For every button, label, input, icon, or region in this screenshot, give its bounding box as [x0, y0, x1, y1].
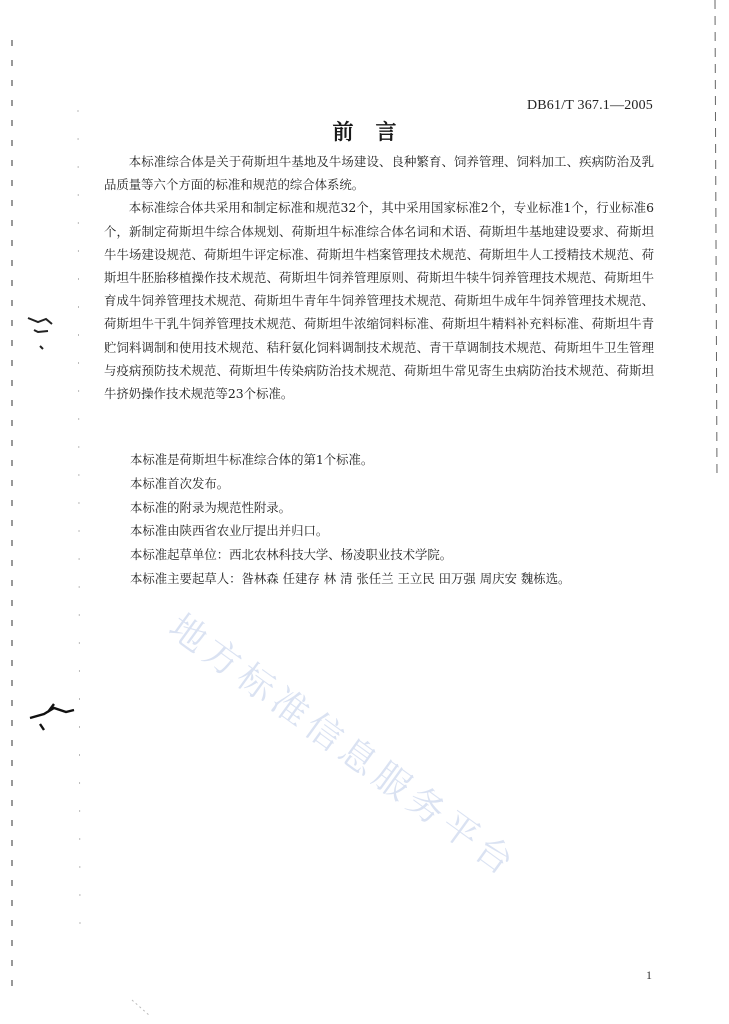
statement-item: 本标准起草单位：西北农林科技大学、杨凌职业技术学院。 [130, 547, 453, 563]
binding-dots [78, 110, 80, 930]
paragraph-scope: 本标准综合体是关于荷斯坦牛基地及牛场建设、良种繁育、饲养管理、饲料加工、疾病防治及乳品质量等六个方面的标准和规范的综合体系统。 [104, 154, 654, 193]
left-smudge-top [28, 318, 52, 349]
statement-list [130, 448, 570, 591]
statement-item: 本标准主要起草人：昝林森 任建存 林 清 张任兰 王立民 田万强 周庆安 魏栋选。 [130, 570, 571, 586]
foreword-body [104, 150, 654, 405]
page-title [0, 116, 729, 146]
statement-item: 本标准的附录为规范性附录。 [130, 499, 292, 515]
title-char-1: 前 [332, 119, 354, 144]
paragraph-composition: 本标准综合体共采用和制定标准和规范32个，其中采用国家标准2个，专业标准1个，行业标准6个，新制定荷斯坦牛综合体规划、荷斯坦牛标准综合体名词和术语、荷斯坦牛基地建设要求、荷斯坦牛牛场建设规范、荷斯坦牛评定标准、荷斯坦牛档案管理技术规范、荷斯坦牛人工授精技术规范、荷斯坦牛胚胎移植操作技术规范、荷斯坦牛饲养管理原则、荷斯坦牛犊牛饲养管理技术规范、荷斯坦牛育成牛饲养管理技术规范、荷斯坦牛青年牛饲养管理技术规范、荷斯坦牛成年牛饲养管理技术规范、荷斯坦牛干乳牛饲养管理技术规范、荷斯坦牛浓缩饲料标准、荷斯坦牛精料补充料标准、荷斯坦牛青贮饲料调制和使用技术规范、秸秆氨化饲料调制技术规范、青干草调制技术规范、荷斯坦牛卫生管理与疫病预防技术规范、荷斯坦牛传染病防治技术规范、荷斯坦牛常见寄生虫病防治技术规范、荷斯坦牛挤奶操作技术规范等23个标准。 [104, 200, 654, 402]
right-edge-shadow [715, 0, 717, 480]
left-smudge-bottom [30, 704, 74, 730]
title-char-2: 言 [375, 119, 397, 144]
bottom-mark [132, 1000, 150, 1016]
page-number: 1 [646, 968, 652, 982]
document-code: DB61/T 367.1—2005 [526, 98, 653, 113]
statement-item: 本标准由陕西省农业厅提出并归口。 [130, 523, 329, 539]
statement-item: 本标准是荷斯坦牛标准综合体的第1个标准。 [130, 452, 374, 467]
watermark: 地方标准信息服务平台 [161, 606, 526, 887]
statement-item: 本标准首次发布。 [130, 475, 230, 491]
